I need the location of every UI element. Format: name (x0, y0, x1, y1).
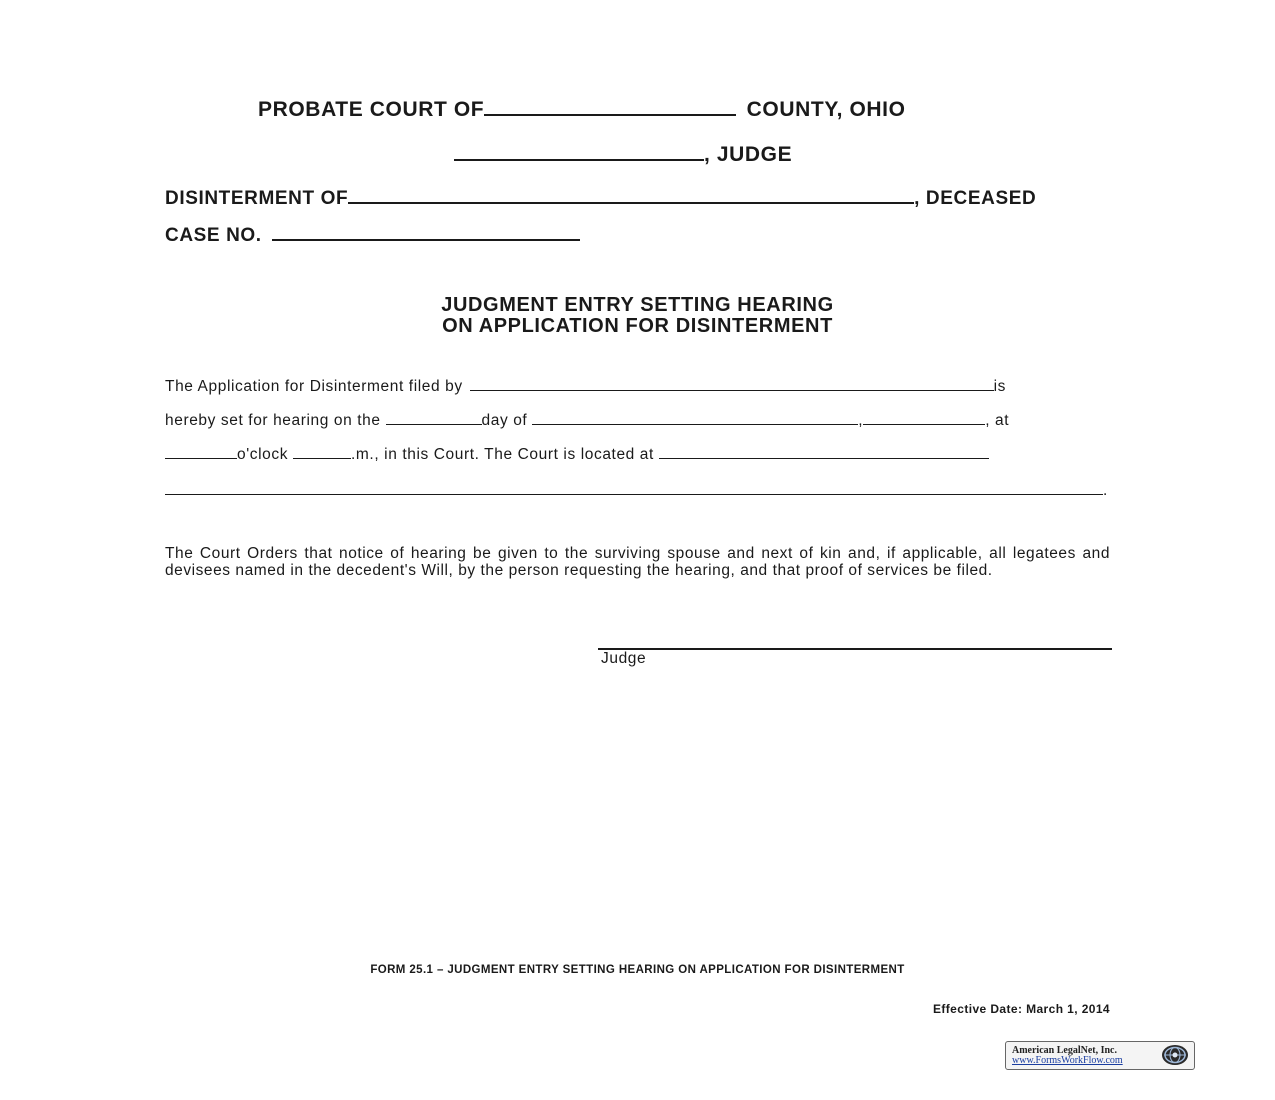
orders-paragraph: The Court Orders that notice of hearing be given to the surviving spouse and next of kin and, if applicable, all legatees and devisees named in the decedent's Will, by the person requesting the hearing, and that proof of services be filed. (165, 545, 1110, 579)
form-footer-title: FORM 25.1 – JUDGMENT ENTRY SETTING HEARING ON APPLICATION FOR DISINTERMENT (370, 964, 905, 976)
american-legalnet-badge[interactable] (1005, 1041, 1195, 1070)
hour-blank[interactable] (165, 442, 237, 459)
judge-signature-line[interactable] (598, 648, 1112, 650)
at-text: , at (985, 412, 1010, 429)
body-line-1 (165, 374, 1006, 396)
location-label: .m., in this Court. The Court is located at (351, 446, 654, 463)
judge-header (454, 140, 792, 167)
body-line-2 (165, 408, 1009, 430)
globe-icon (1160, 1044, 1190, 1066)
body-line-3 (165, 442, 989, 464)
disinterment-line (165, 183, 1036, 210)
court-prefix: PROBATE COURT OF (258, 98, 485, 121)
document-title-line1: JUDGMENT ENTRY SETTING HEARING (441, 294, 834, 316)
document-title-line2: ON APPLICATION FOR DISINTERMENT (442, 315, 833, 337)
day-of-text: day of (481, 412, 528, 429)
effective-date: Effective Date: March 1, 2014 (932, 1002, 1110, 1016)
ampm-blank[interactable] (293, 442, 351, 459)
county-blank[interactable] (484, 95, 736, 116)
year-blank[interactable] (863, 408, 985, 425)
period-text: . (1103, 482, 1108, 499)
body-line-4 (165, 478, 1108, 500)
case-no-label: CASE NO. (165, 225, 262, 246)
oclock-text: o'clock (237, 446, 289, 463)
court-suffix: COUNTY, OHIO (746, 98, 906, 121)
disinterment-prefix: DISINTERMENT OF (165, 188, 349, 209)
judge-signature-label: Judge (601, 650, 647, 667)
applicant-blank[interactable] (470, 374, 994, 391)
badge-url[interactable]: www.FormsWorkFlow.com (1012, 1055, 1123, 1066)
location-blank-2[interactable] (165, 478, 1103, 495)
month-blank[interactable] (532, 408, 858, 425)
case-no-line (165, 220, 580, 247)
judge-name-blank[interactable] (454, 140, 704, 161)
judge-suffix: , JUDGE (704, 143, 793, 166)
case-no-blank[interactable] (272, 220, 580, 241)
deceased-suffix: , DECEASED (914, 188, 1037, 209)
badge-company: American LegalNet, Inc. (1012, 1045, 1117, 1056)
comma-text: , (858, 412, 864, 429)
location-blank-1[interactable] (659, 442, 989, 459)
is-text: is (993, 378, 1007, 395)
applicant-label: The Application for Disinterment filed by (165, 378, 463, 395)
court-header (258, 95, 906, 122)
day-blank[interactable] (386, 408, 482, 425)
deceased-name-blank[interactable] (348, 183, 914, 204)
hearing-label: hereby set for hearing on the (165, 412, 381, 429)
